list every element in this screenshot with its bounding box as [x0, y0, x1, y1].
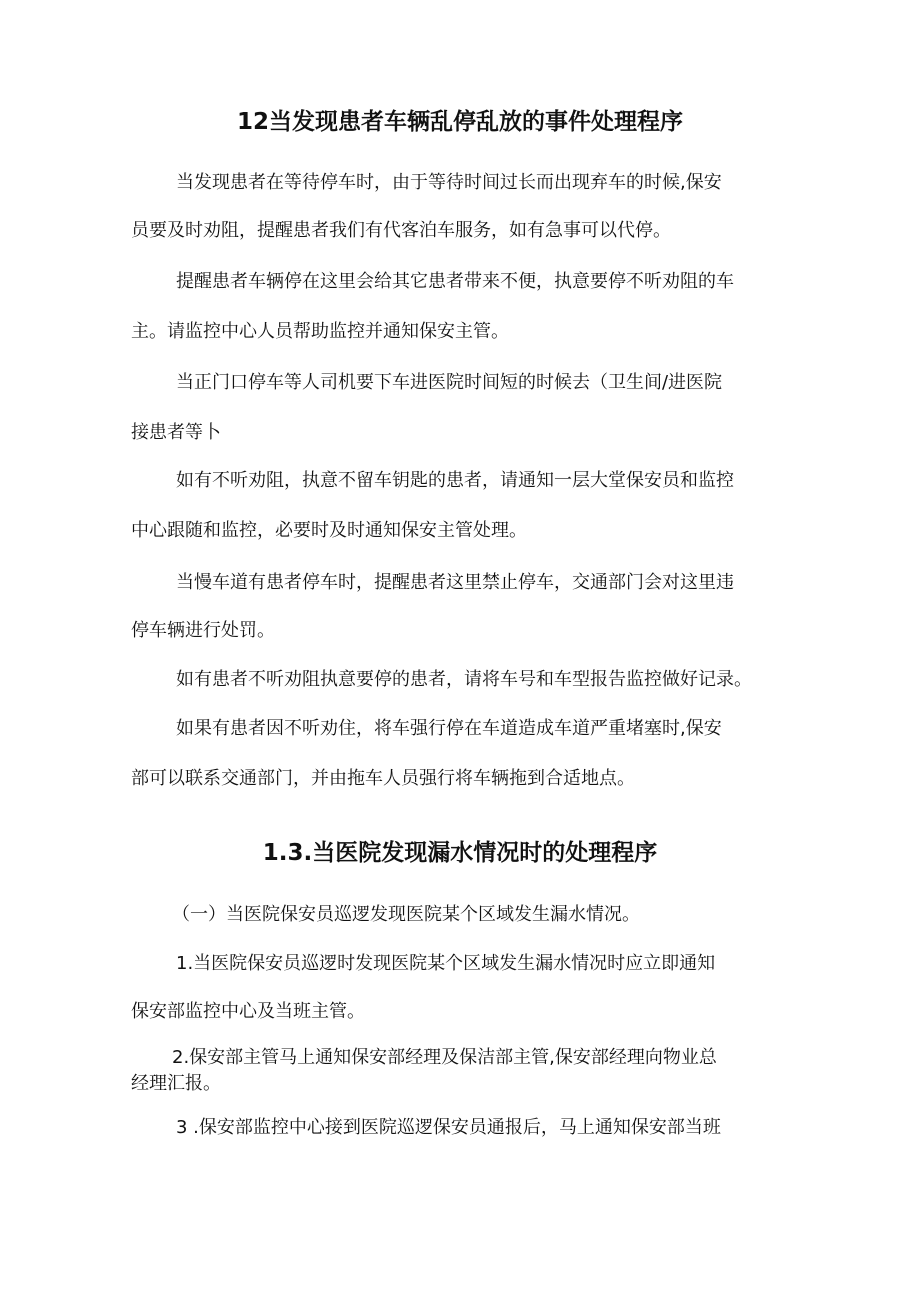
paragraph-line: 如果有患者因不听劝住，将车强行停在车道造成车道严重堵塞时,保安: [176, 718, 722, 739]
section-heading-water-leak: 1.3.当医院发现漏水情况时的处理程序: [262, 840, 658, 866]
paragraph-line: 提醒患者车辆停在这里会给其它患者带来不便，执意要停不听劝阻的车: [176, 271, 734, 292]
paragraph-line: 2.保安部主管马上通知保安部经理及保洁部主管,保安部经理向物业总: [172, 1047, 717, 1068]
paragraph-line: 如有患者不听劝阻执意要停的患者，请将车号和车型报告监控做好记录。: [176, 669, 752, 690]
paragraph-line: 部可以联系交通部门，并由拖车人员强行将车辆拖到合适地点。: [131, 768, 635, 789]
paragraph-line: 如有不听劝阻，执意不留车钥匙的患者，请通知一层大堂保安员和监控: [176, 470, 734, 491]
paragraph-line: 停车辆进行处罚。: [131, 620, 275, 641]
paragraph-line: 接患者等卜: [131, 422, 221, 443]
paragraph-line: 员要及时劝阻，提醒患者我们有代客泊车服务，如有急事可以代停。: [131, 220, 671, 241]
paragraph-line: 当发现患者在等待停车时，由于等待时间过长而出现弃车的时候,保安: [176, 172, 722, 193]
paragraph-line: 1.当医院保安员巡逻时发现医院某个区域发生漏水情况时应立即通知: [176, 953, 716, 974]
paragraph-line: 当慢车道有患者停车时，提醒患者这里禁止停车，交通部门会对这里违: [176, 572, 734, 593]
paragraph-line: 主。请监控中心人员帮助监控并通知保安主管。: [131, 321, 509, 342]
paragraph-line: 3 .保安部监控中心接到医院巡逻保安员通报后，马上通知保安部当班: [176, 1117, 721, 1138]
paragraph-line: 保安部监控中心及当班主管。: [131, 1001, 365, 1022]
section-heading-parking: 12当发现患者车辆乱停乱放的事件处理程序: [236, 109, 683, 135]
paragraph-line: 中心跟随和监控，必要时及时通知保安主管处理。: [131, 520, 527, 541]
paragraph-line: （一）当医院保安员巡逻发现医院某个区域发生漏水情况。: [172, 904, 640, 925]
paragraph-line: 当正门口停车等人司机要下车进医院时间短的时候去（卫生间/进医院: [176, 372, 723, 393]
paragraph-line: 经理汇报。: [131, 1073, 221, 1094]
